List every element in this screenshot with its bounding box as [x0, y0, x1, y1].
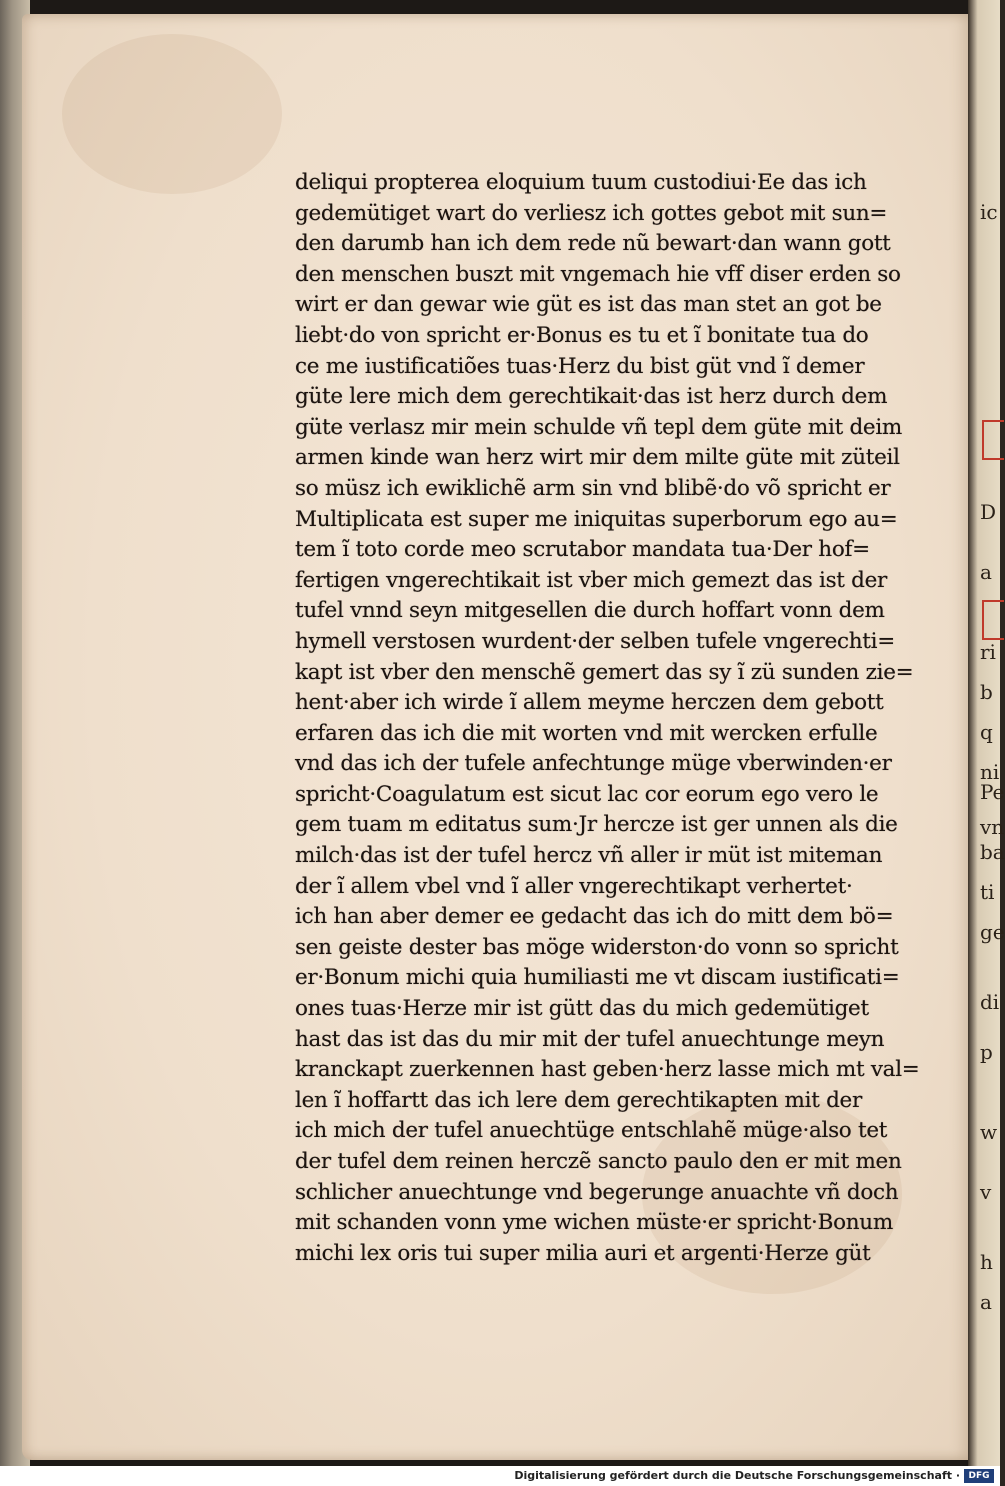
- text-line: wirt er dan gewar wie güt es ist das man stet an got be: [295, 292, 882, 318]
- text-line: güte lere mich dem gerechtikait·das ist herz durch dem: [295, 384, 888, 410]
- facing-text-fragment: ri: [980, 640, 996, 664]
- text-line: milch·das ist der tufel hercz vñ aller ir müt ist miteman: [295, 843, 883, 869]
- facing-text-fragment: ic: [980, 200, 998, 224]
- text-line: liebt·do von spricht er·Bonus es tu et ĩ bonitate tua do: [295, 322, 869, 348]
- text-line: ich han aber demer ee gedacht das ich do mitt dem bö=: [295, 904, 894, 930]
- footer-bar: [0, 1466, 1000, 1486]
- facing-text-fragment: ba: [980, 840, 1005, 864]
- facing-text-fragment: h: [980, 1250, 993, 1274]
- text-line: tem ĩ toto corde meo scrutabor mandata tua·Der hof=: [295, 537, 870, 563]
- text-line: vnd das ich der tufele anfechtunge müge vberwinden·er: [295, 751, 892, 777]
- facing-text-fragment: w: [980, 1120, 998, 1144]
- facing-text-fragment: a: [980, 1290, 992, 1314]
- text-line: hent·aber ich wirde ĩ allem meyme herczen dem gebott: [295, 690, 884, 716]
- text-line: ones tuas·Herze mir ist gütt das du mich gedemütiget: [295, 996, 869, 1022]
- facing-text-fragment: v: [980, 1180, 992, 1204]
- dfg-logo: DFG: [964, 1469, 994, 1483]
- facing-page-edge: [968, 0, 1005, 1466]
- text-line: der ĩ allem vbel vnd ĩ aller vngerechtikapt verhertet·: [295, 873, 853, 899]
- facing-text-fragment: Pe: [980, 780, 1005, 804]
- red-rubric-mark: [982, 420, 1004, 460]
- text-line: mit schanden vonn yme wichen müste·er spricht·Bonum: [295, 1210, 893, 1236]
- facing-text-fragment: p: [980, 1040, 993, 1064]
- facing-text-fragment: ge: [980, 920, 1005, 944]
- text-line: gedemütiget wart do verliesz ich gottes gebot mit sun=: [295, 200, 888, 226]
- text-line: der tufel dem reinen herczẽ sancto paulo den er mit men: [295, 1149, 902, 1174]
- text-line: ce me iustificatiões tuas·Herz du bist güt vnd ĩ demer: [295, 353, 865, 379]
- text-line: hymell verstosen wurdent·der selben tufele vngerechti=: [295, 628, 895, 654]
- text-line: güte verlasz mir mein schulde vñ tepl dem güte mit deim: [295, 414, 903, 440]
- facing-text-fragment: D: [980, 500, 997, 524]
- facing-text-fragment: ni: [980, 760, 1000, 784]
- text-line: len ĩ hoffartt das ich lere dem gerechtikapten mit der: [295, 1087, 862, 1113]
- text-line: kapt ist vber den menschẽ gemert das sy ĩ zü sunden zie=: [295, 659, 914, 685]
- facing-text-fragment: vn: [980, 815, 1005, 839]
- facing-text-fragment: ti: [980, 880, 995, 904]
- text-line: michi lex oris tui super milia auri et argenti·Herze güt: [295, 1240, 871, 1266]
- digitization-credit: Digitalisierung gefördert durch die Deutsche Forschungsgemeinschaft ·: [514, 1469, 960, 1482]
- text-line: erfaren das ich die mit worten vnd mit wercken erfulle: [295, 720, 878, 746]
- text-line: deliqui propterea eloquium tuum custodiui·Ee das ich: [295, 170, 867, 195]
- text-line: tufel vnnd seyn mitgesellen die durch hoffart vonn dem: [295, 598, 885, 624]
- text-line: den menschen buszt mit vngemach hie vff diser erden so: [295, 261, 901, 287]
- text-line: fertigen vngerechtikait ist vber mich gemezt das ist der: [295, 567, 888, 593]
- red-rubric-mark: [982, 600, 1004, 640]
- text-line: Multiplicata est super me iniquitas superborum ego au=: [295, 506, 898, 532]
- text-line: schlicher anuechtunge vnd begerunge anuachte vñ doch: [295, 1179, 899, 1205]
- facing-text-fragment: q: [980, 720, 993, 744]
- facing-text-fragment: di: [980, 990, 1000, 1014]
- text-line: spricht·Coagulatum est sicut lac cor eorum ego vero le: [295, 781, 879, 807]
- paper-stain: [62, 34, 282, 194]
- text-line: sen geiste dester bas möge widerston·do vonn so spricht: [295, 934, 899, 960]
- text-line: kranckapt zuerkennen hast geben·herz lasse mich mt val=: [295, 1057, 920, 1083]
- text-line: den darumb han ich dem rede nũ bewart·dan wann gott: [295, 231, 891, 257]
- text-line: er·Bonum michi quia humiliasti me vt discam iustificati=: [295, 965, 900, 991]
- text-line: gem tuam m editatus sum·Jr hercze ist ger unnen als die: [295, 812, 898, 838]
- facing-text-fragment: a: [980, 560, 992, 584]
- printed-text-block: [295, 168, 930, 1269]
- text-line: so müsz ich ewiklichẽ arm sin vnd blibẽ·do võ spricht er: [295, 475, 891, 501]
- facing-text-fragment: b: [980, 680, 993, 704]
- text-line: hast das ist das du mir mit der tufel anuechtunge meyn: [295, 1026, 885, 1052]
- text-line: armen kinde wan herz wirt mir dem milte güte mit züteil: [295, 445, 900, 471]
- text-line: ich mich der tufel anuechtüge entschlahẽ müge·also tet: [295, 1118, 888, 1144]
